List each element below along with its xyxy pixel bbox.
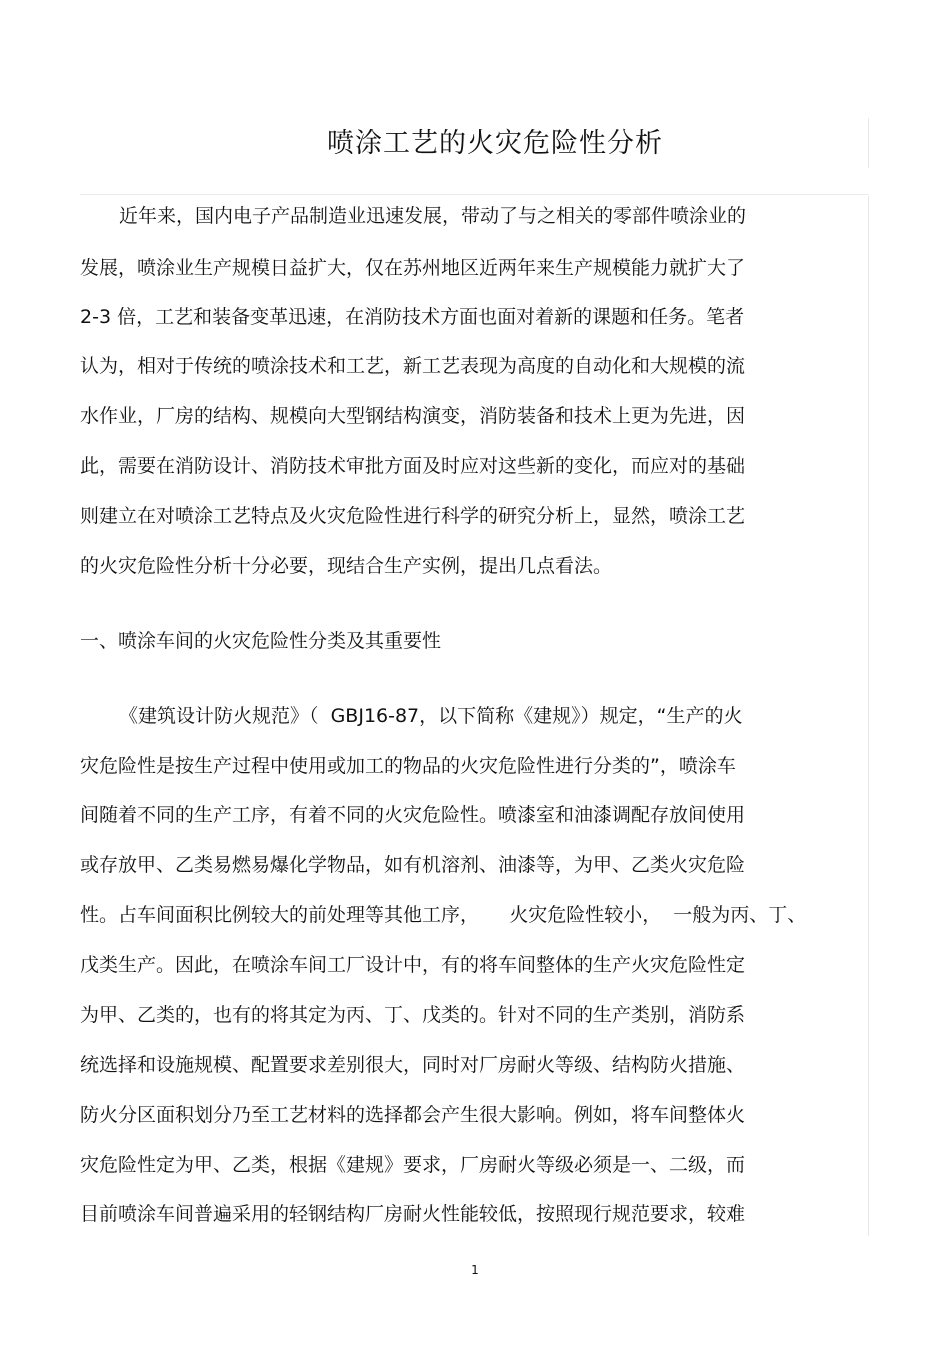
paragraph-line: 2-3 倍，工艺和装备变革迅速，在消防技术方面也面对着新的课题和任务。笔者: [80, 306, 745, 328]
paragraph-line: 统选择和设施规模、配置要求差别很大，同时对厂房耐火等级、结构防火措施、: [80, 1054, 746, 1076]
section-heading: 一、喷涂车间的火灾危险性分类及其重要性: [80, 630, 442, 652]
paragraph-line: 目前喷涂车间普遍采用的轻钢结构厂房耐火性能较低，按照现行规范要求，较难: [80, 1203, 746, 1225]
paragraph-line: 认为，相对于传统的喷涂技术和工艺，新工艺表现为高度的自动化和大规模的流: [80, 355, 746, 377]
paragraph-line: 则建立在对喷涂工艺特点及火灾危险性进行科学的研究分析上，显然，喷涂工艺: [80, 505, 746, 527]
margin-rule: [868, 196, 869, 1236]
paragraph-line: 水作业，厂房的结构、规模向大型钢结构演变，消防装备和技术上更为先进，因: [80, 405, 746, 427]
paragraph-line: 性。占车间面积比例较大的前处理等其他工序， 火灾危险性较小， 一般为丙、丁、: [80, 904, 807, 926]
paragraph-line: 为甲、乙类的，也有的将其定为丙、丁、戊类的。针对不同的生产类别，消防系: [80, 1004, 746, 1026]
paragraph-line: 发展，喷涂业生产规模日益扩大，仅在苏州地区近两年来生产规模能力就扩大了: [80, 257, 746, 279]
paragraph-line: 此，需要在消防设计、消防技术审批方面及时应对这些新的变化，而应对的基础: [80, 455, 746, 477]
paragraph-line: 间随着不同的生产工序，有着不同的火灾危险性。喷漆室和油漆调配存放间使用: [80, 804, 746, 826]
document-title: 喷涂工艺的火灾危险性分析: [327, 128, 663, 159]
page-number: 1: [471, 1263, 479, 1277]
paragraph-line: 戊类生产。因此，在喷涂车间工厂设计中，有的将车间整体的生产火灾危险性定: [80, 954, 746, 976]
paragraph-line: 或存放甲、乙类易燃易爆化学物品，如有机溶剂、油漆等，为甲、乙类火灾危险: [80, 854, 746, 876]
paragraph-line: 灾危险性定为甲、乙类，根据《建规》要求，厂房耐火等级必须是一、二级，而: [80, 1154, 746, 1176]
paragraph-line: 《建筑设计防火规范》（ GBJ16-87，以下简称《建规》）规定，“生产的火: [119, 705, 743, 727]
paragraph-line: 防火分区面积划分乃至工艺材料的选择都会产生很大影响。例如，将车间整体火: [80, 1104, 746, 1126]
paragraph-line: 的火灾危险性分析十分必要，现结合生产实例，提出几点看法。: [80, 555, 613, 577]
header-divider: [80, 194, 869, 195]
paragraph-line: 灾危险性是按生产过程中使用或加工的物品的火灾危险性进行分类的”，喷涂车: [80, 755, 736, 777]
paragraph-line: 近年来，国内电子产品制造业迅速发展，带动了与之相关的零部件喷涂业的: [119, 205, 747, 227]
